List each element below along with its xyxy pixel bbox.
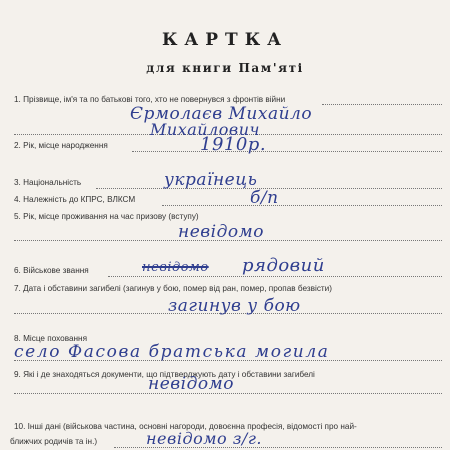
- field-8-value: село Фасова братська могила: [14, 342, 330, 362]
- field-9-value: невідомо: [148, 374, 234, 394]
- field-1-value-line2: Михайлович: [150, 120, 260, 139]
- field-4-line: [162, 205, 442, 206]
- field-10-value: невідомо з/г.: [146, 429, 262, 448]
- field-8-label: 8. Місце поховання: [14, 334, 87, 343]
- field-6-label: 6. Військове звання: [14, 266, 89, 275]
- field-2-label: 2. Рік, місце народження: [14, 141, 108, 150]
- field-6-value: рядовий: [242, 255, 325, 276]
- field-3-value: українець: [164, 170, 258, 190]
- field-4-value: б/п: [250, 188, 279, 208]
- field-2-value: 1910р.: [200, 134, 267, 155]
- field-3-label: 3. Національність: [14, 178, 82, 187]
- field-1-label: 1. Прізвище, ім'я та по батькові того, хто не повернувся з фронтів війни: [14, 95, 286, 104]
- field-4-label: 4. Належність до КПРС, ВЛКСМ: [14, 195, 136, 204]
- field-6-value-struck: невідомо: [142, 260, 209, 275]
- card-title: КАРТКА: [161, 30, 289, 50]
- field-10-label-cont: ближчих родичів та ін.): [10, 437, 98, 446]
- field-1-line: [322, 104, 442, 105]
- field-5-value: невідомо: [178, 222, 264, 242]
- field-5-label: 5. Рік, місце проживання на час призову (вступу): [14, 212, 199, 221]
- card-subtitle: для книги Пам'яті: [146, 61, 304, 75]
- field-2-line: [132, 151, 442, 152]
- field-1-value-line1: Єрмолаєв Михайло: [130, 104, 313, 124]
- field-10-label: 10. Інші дані (військова частина, основні нагороди, довоєнна професія, відомості про най-: [14, 422, 357, 431]
- field-7-value: загинув у бою: [168, 296, 301, 316]
- field-9-label: 9. Які і де знаходяться документи, що підтверджують дату і обставини загибелі: [14, 370, 315, 379]
- field-6-line: [108, 276, 442, 277]
- field-7-label: 7. Дата і обставини загибелі (загинув у бою, помер від ран, помер, пропав безвісти): [14, 284, 332, 293]
